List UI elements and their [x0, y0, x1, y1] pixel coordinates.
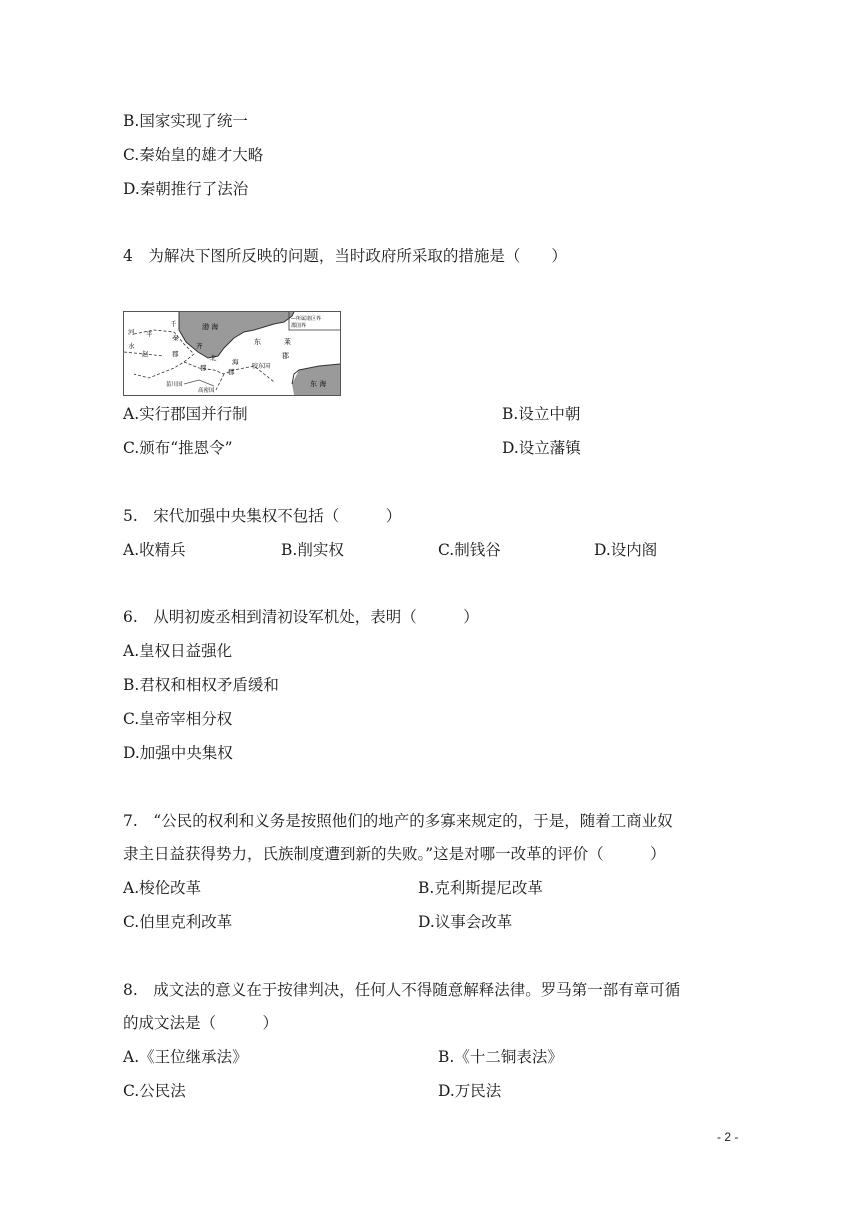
q7-option-b: B.克利斯提尼改革 [418, 879, 543, 897]
q4-option-b: B.设立中朝 [502, 405, 581, 423]
svg-text:莱: 莱 [284, 338, 291, 346]
q8-option-a: A.《王位继承法》 [123, 1048, 248, 1066]
q5-stem: 5. 宋代加强中央集权不包括（ ） [123, 507, 402, 525]
map-legend1: —所属诸区界 [291, 316, 322, 322]
svg-text:秦: 秦 [172, 334, 179, 342]
q8-stem-line2: 的成文法是（ ） [123, 1014, 279, 1032]
svg-text:平: 平 [146, 330, 153, 338]
map-legend2: 郡国界 [291, 323, 307, 329]
svg-text:千: 千 [170, 320, 177, 328]
svg-text:郡: 郡 [228, 368, 235, 376]
q8-option-d: D.万民法 [438, 1082, 502, 1100]
q8-option-c: C.公民法 [123, 1082, 186, 1100]
map-label-sea1: 渤 海 [202, 323, 219, 331]
q6-option-d: D.加强中央集权 [123, 744, 233, 762]
q6-stem: 6. 从明初废丞相到清初设军机处，表明（ ） [123, 608, 479, 626]
svg-text:郡: 郡 [172, 350, 179, 358]
svg-text:水: 水 [128, 342, 135, 350]
svg-text:菑川国: 菑川国 [166, 382, 183, 388]
q4-option-d: D.设立藩镇 [502, 439, 581, 457]
q7-option-d: D.议事会改革 [418, 913, 513, 931]
q4-option-a: A.实行郡国并行制 [123, 405, 248, 423]
q5-option-d: D.设内阁 [594, 541, 658, 559]
q6-option-c: C.皇帝宰相分权 [123, 710, 233, 728]
q3-option-c: C.秦始皇的雄才大略 [123, 146, 264, 164]
q7-option-a: A.梭伦改革 [123, 879, 202, 897]
q7-stem-line1: 7. “公民的权利和义务是按照他们的地产的多寡来规定的，于是，随着工商业奴 [123, 812, 673, 830]
q8-stem-line1: 8. 成文法的意义在于按律判决，任何人不得随意解释法律。罗马第一部有章可循 [123, 981, 681, 999]
q5-option-b: B.削实权 [281, 541, 344, 559]
svg-text:胶东国: 胶东国 [252, 363, 271, 370]
svg-text:赵: 赵 [142, 350, 149, 358]
page-number: - 2 - [717, 1130, 739, 1144]
q4-stem: 4 为解决下图所反映的问题，当时政府所采取的措施是（ ） [123, 247, 567, 265]
q7-stem-line2: 隶主日益获得势力，氏族制度遭到新的失败。”这是对哪一改革的评价（ ） [123, 845, 666, 863]
q5-option-a: A.收精兵 [123, 541, 186, 559]
svg-text:齐: 齐 [196, 342, 203, 350]
svg-text:郡: 郡 [200, 364, 207, 372]
q6-option-a: A.皇权日益强化 [123, 642, 233, 660]
q3-option-d: D.秦朝推行了法治 [123, 180, 249, 198]
svg-text:东: 东 [254, 338, 261, 346]
han-commandery-map [123, 311, 341, 396]
svg-text:郡: 郡 [282, 352, 289, 360]
q8-option-b: B.《十二铜表法》 [438, 1048, 563, 1066]
q6-option-b: B.君权和相权矛盾缓和 [123, 676, 279, 694]
svg-text:河: 河 [128, 328, 135, 336]
q5-option-c: C.制钱谷 [438, 541, 501, 559]
svg-text:海: 海 [232, 358, 239, 366]
q3-option-b: B.国家实现了统一 [123, 112, 248, 130]
svg-text:高密国: 高密国 [198, 388, 215, 394]
q7-option-c: C.伯里克利改革 [123, 913, 233, 931]
q4-option-c: C.颁布“推恩令” [123, 439, 233, 457]
svg-text:北: 北 [210, 354, 217, 362]
map-label-sea2: 东 海 [310, 380, 327, 388]
